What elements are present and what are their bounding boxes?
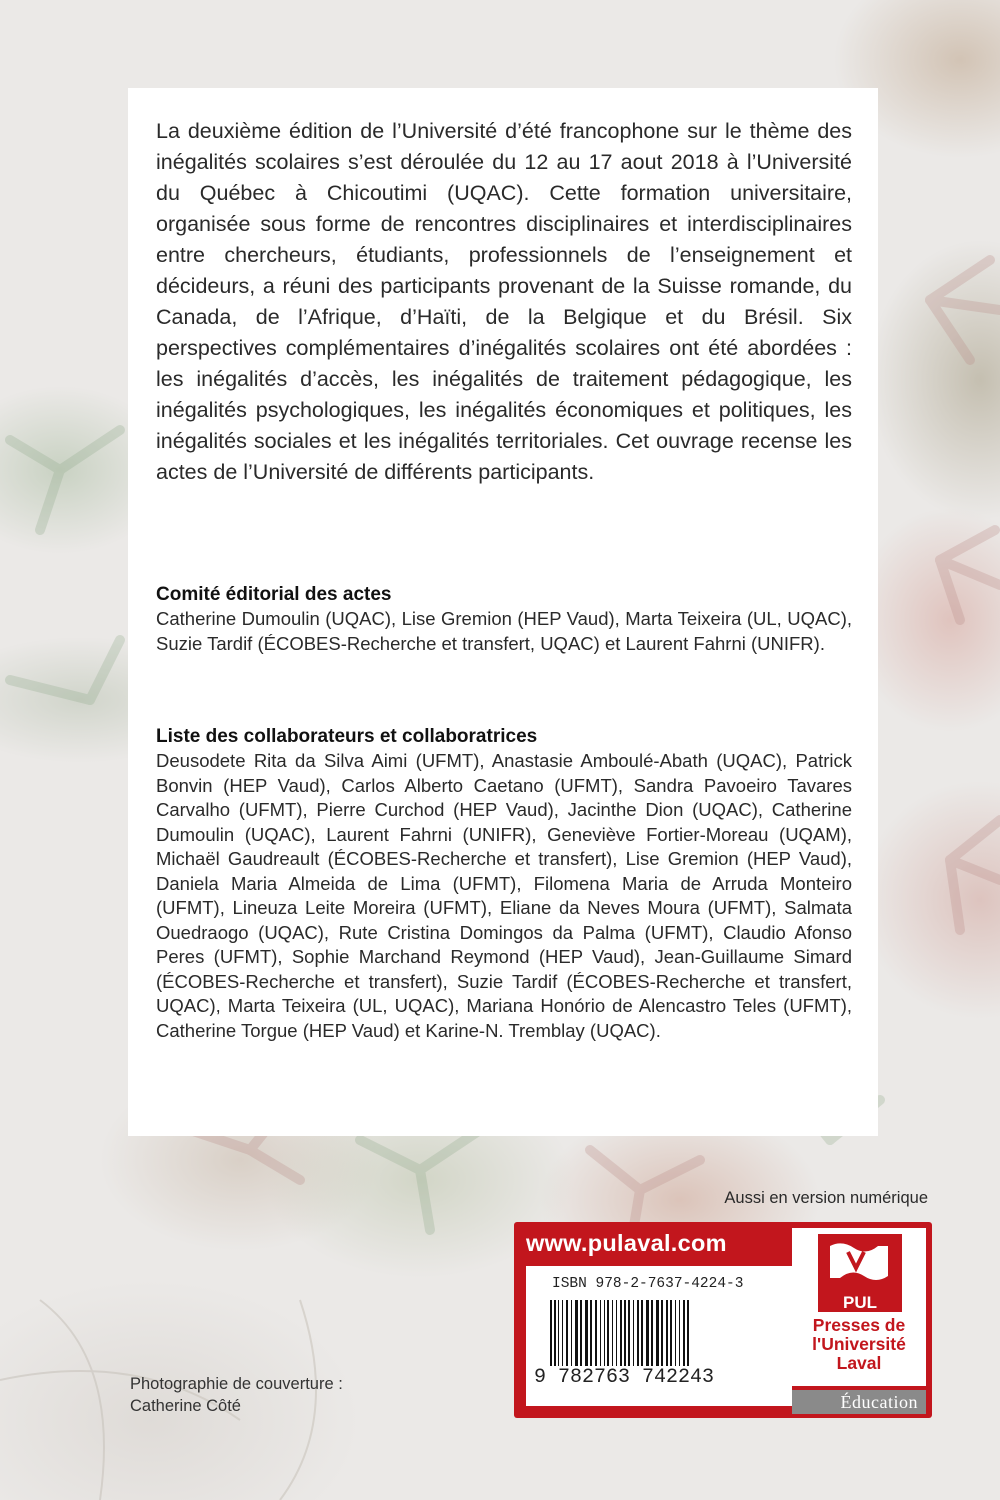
- barcode-bar: [661, 1300, 663, 1366]
- intro-paragraph: La deuxième édition de l’Université d’été francophone sur le thème des inégalités scolaires s’est déroulée du 12 au 17 aout 2018 à l’Université du Québec à Chicoutimi (UQAC). Cette formation universitaire, organisée sous forme de rencontres disciplinaires et interdisciplinaires entre chercheurs, étudiants, professionnels de l’enseignement et décideurs, a réuni des participants provenant de la Suisse romande, du Canada, de l’Afrique, d’Haïti, de la Belgique et du Brésil. Six perspectives complémentaires d’inégalités scolaires ont été abordées : les inégalités d’accès, les inégalités de traitement pédagogique, les inégalités psychologiques, les inégalités économiques et politiques, les inégalités sociales et les inégalités territoriales. Cet ouvrage recense les actes de l’Université de différents participants.: [156, 119, 852, 484]
- publisher-name-line2: l'Université: [812, 1334, 906, 1354]
- barcode-bar: [612, 1300, 613, 1366]
- barcode-bar: [558, 1300, 559, 1366]
- barcode-bar: [562, 1300, 563, 1366]
- barcode-bar: [590, 1300, 592, 1366]
- barcode-bar: [637, 1300, 639, 1366]
- collection-label: Éducation: [792, 1390, 926, 1414]
- barcode-bar: [580, 1300, 582, 1366]
- pul-logo-icon: [796, 1232, 922, 1314]
- barcode-bar: [651, 1300, 653, 1366]
- barcode-bar: [679, 1300, 680, 1366]
- editorial-committee-list: Catherine Dumoulin (UQAC), Lise Gremion (HEP Vaud), Marta Teixeira (UL, UQAC), Suzie Tardif (ÉCOBES-Recherche et transfert, UQAC) et Laurent Fahrni (UNIFR).: [156, 608, 852, 654]
- barcode-bar: [607, 1300, 609, 1366]
- barcode-bar: [575, 1300, 578, 1366]
- barcode-bar: [675, 1300, 676, 1366]
- publisher-name-line1: Presses de: [812, 1315, 906, 1335]
- publisher-box: [514, 1222, 932, 1418]
- barcode-bar: [600, 1300, 601, 1366]
- barcode-bar: [604, 1300, 605, 1366]
- publisher-url[interactable]: www.pulaval.com: [526, 1230, 727, 1256]
- barcode-digits: 9 782763 742243: [534, 1366, 784, 1389]
- barcode-bar: [641, 1300, 643, 1366]
- publisher-name: [792, 1316, 926, 1373]
- barcode-bar: [656, 1300, 659, 1366]
- barcode-bar: [670, 1300, 672, 1366]
- editorial-committee-heading: Comité éditorial des actes: [156, 584, 392, 605]
- photo-credit-label: Photographie de couverture :: [130, 1375, 343, 1393]
- barcode-bar: [585, 1300, 588, 1366]
- barcode-bar: [571, 1300, 572, 1366]
- editorial-committee-section: [156, 583, 852, 656]
- barcode-bar: [566, 1300, 568, 1366]
- barcode-bar: [646, 1300, 649, 1366]
- photo-credit-name: Catherine Côté: [130, 1397, 241, 1415]
- barcode-bar: [595, 1300, 597, 1366]
- barcode-bar: [616, 1300, 617, 1366]
- collaborators-heading: Liste des collaborateurs et collaboratrices: [156, 726, 538, 747]
- pul-logo-area: [792, 1228, 926, 1386]
- barcode-area: [526, 1266, 792, 1406]
- collaborators-list: Deusodete Rita da Silva Aimi (UFMT), Anastasie Amboulé-Abath (UQAC), Patrick Bonvin (HEP Vaud), Carlos Alberto Caetano (UFMT), Sandra Pavoeiro Tavares Carvalho (UFMT), Pierre Curchod (HEP Vaud), Jacinthe Dion (UQAC), Catherine Dumoulin (UQAC), Laurent Fahrni (UNIFR), Geneviève Fortier-Moreau (UQAM), Michaël Gaudreault (ÉCOBES-Recherche et transfert), Lise Gremion (HEP Vaud), Daniela Maria Almeida de Lima (UFMT), Filomena Maria de Arruda Monteiro (UFMT), Lineuza Leite Moreira (UFMT), Eliane da Neves Moura (UFMT), Salmata Ouedraogo (UQAC), Rute Cristina Domingos da Palma (UFMT), Claudio Afonso Peres (UFMT), Sophie Marchand Reymond (HEP Vaud), Jean-Guillaume Simard (ÉCOBES-Recherche et transfert), Suzie Tardif (ÉCOBES-Recherche et transfert, UQAC), Marta Teixeira (UL, UQAC), Mariana Honório de Alencastro Teles (UFMT), Catherine Torgue (HEP Vaud) et Karine-N. Tremblay (UQAC).: [156, 750, 852, 1041]
- photo-credit: [130, 1373, 343, 1417]
- pul-logo-text: PUL: [843, 1293, 877, 1312]
- barcode-bar: [666, 1300, 668, 1366]
- barcode-bar: [628, 1300, 630, 1366]
- isbn-label: ISBN 978-2-7637-4224-3: [552, 1276, 744, 1292]
- digital-version-note: Aussi en version numérique: [724, 1189, 928, 1207]
- barcode-bar: [633, 1300, 634, 1366]
- collaborators-section: [156, 725, 852, 1043]
- publisher-name-line3: Laval: [836, 1353, 882, 1373]
